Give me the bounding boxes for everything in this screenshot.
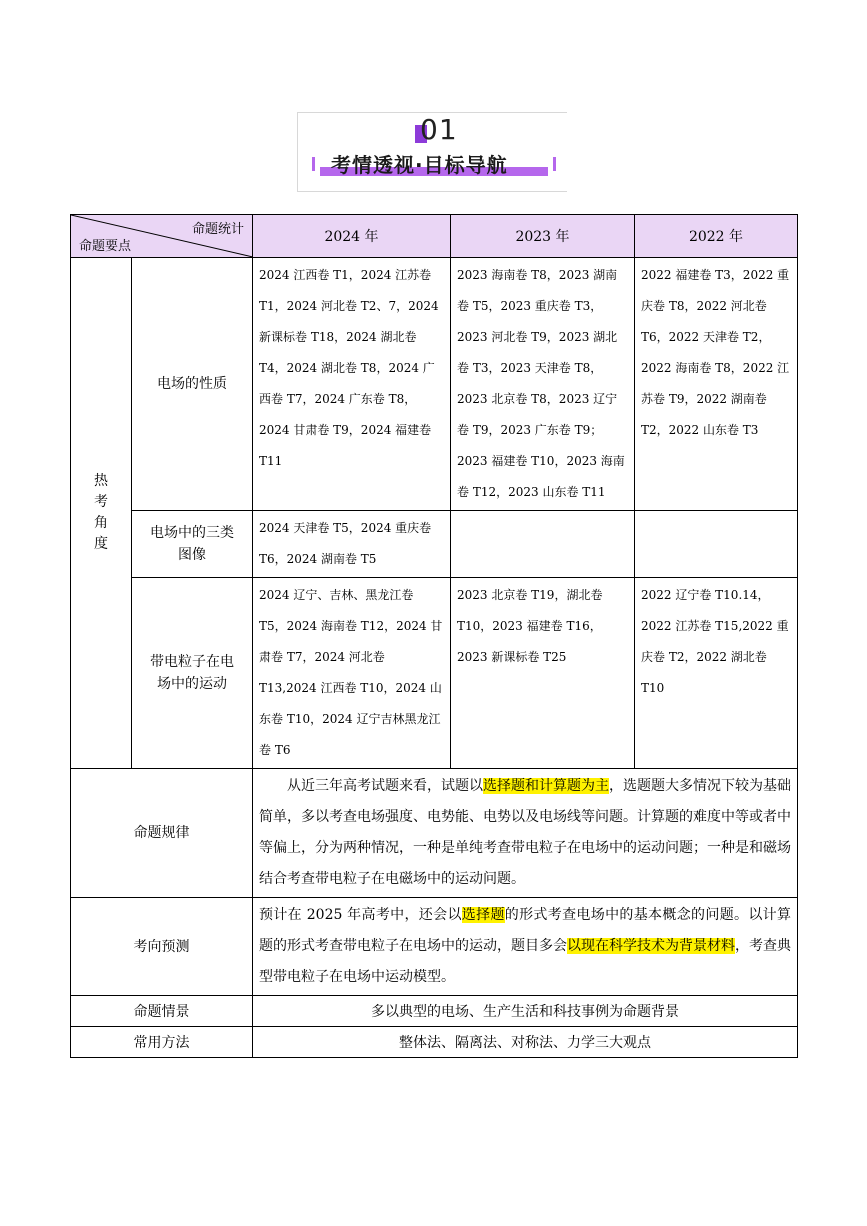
exam-analysis-table — [70, 214, 798, 1058]
table-row — [71, 578, 798, 769]
forecast-text: 预计在 2025 年高考中，还会以选择题的形式考查电场中的基本概念的问题。以计算题的形式考查带电粒子在电场中的运动，题目多会以现在科学技术为背景材料，考查典型带电粒子在电场中运动模型。 — [253, 898, 798, 996]
scenario-value: 多以典型的电场、生产生活和科技事例为命题背景 — [253, 996, 798, 1027]
rule-text: 从近三年高考试题来看，试题以选择题和计算题为主，选题题大多情况下较为基础简单，多以考查电场强度、电势能、电势以及电场线等问题。计算题的难度中等或者中等偏上，分为两种情况，一种是单纯考查带电粒子在电场中的运动问题；一种是和磁场结合考查带电粒子在电磁场中的运动问题。 — [253, 769, 798, 898]
topic-label: 带电粒子在电场中的运动 — [132, 578, 253, 769]
banner-number: 01 — [420, 113, 458, 146]
cell-2024: 2024 天津卷 T5，2024 重庆卷 T6，2024 湖南卷 T5 — [253, 511, 451, 578]
cell-2022 — [635, 511, 798, 578]
highlight: 以现在科学技术为背景材料 — [567, 938, 735, 954]
methods-value: 整体法、隔离法、对称法、力学三大观点 — [253, 1027, 798, 1058]
header-year-2023: 2023 年 — [451, 215, 635, 258]
cell-2023: 2023 海南卷 T8，2023 湖南卷 T5，2023 重庆卷 T3，2023 河北卷 T9，2023 湖北卷 T3，2023 天津卷 T8，2023 北京卷 T8，2023 辽宁卷 T9，2023 广东卷 T9；2023 福建卷 T10，2023 海南卷 T12，2023 山东卷 T11 — [451, 258, 635, 511]
table-row — [71, 1027, 798, 1058]
cell-2022: 2022 福建卷 T3，2022 重庆卷 T8，2022 河北卷 T6，2022 天津卷 T2，2022 海南卷 T8，2022 江苏卷 T9，2022 湖南卷 T2，2022 山东卷 T3 — [635, 258, 798, 511]
cell-2024: 2024 辽宁、吉林、黑龙江卷 T5，2024 海南卷 T12，2024 甘肃卷 T7，2024 河北卷 T13,2024 江西卷 T10，2024 山东卷 T10，2024 辽宁吉林黑龙江卷 T6 — [253, 578, 451, 769]
table-row — [71, 258, 798, 511]
banner-accent-right — [553, 157, 556, 171]
banner-title: 考情透视·目标导航 — [331, 153, 508, 177]
rule-label: 命题规律 — [71, 769, 253, 898]
highlight: 选择题和计算题为主 — [483, 778, 609, 794]
cell-2024: 2024 江西卷 T1，2024 江苏卷 T1，2024 河北卷 T2、7，2024 新课标卷 T18，2024 湖北卷 T4，2024 湖北卷 T8，2024 广西卷 T7，2024 广东卷 T8，2024 甘肃卷 T9，2024 福建卷 T11 — [253, 258, 451, 511]
table-row — [71, 769, 798, 898]
cell-2022: 2022 辽宁卷 T10.14，2022 江苏卷 T15,2022 重庆卷 T2，2022 湖北卷 T10 — [635, 578, 798, 769]
forecast-label: 考向预测 — [71, 898, 253, 996]
hot-angle-label: 热考角度 — [71, 258, 132, 769]
header-year-2024: 2024 年 — [253, 215, 451, 258]
table-row — [71, 898, 798, 996]
header-points-label: 命题要点 — [79, 239, 132, 254]
table-row — [71, 511, 798, 578]
scenario-label: 命题情景 — [71, 996, 253, 1027]
topic-label: 电场中的三类图像 — [132, 511, 253, 578]
section-banner — [297, 112, 567, 192]
header-stats-label: 命题统计 — [191, 222, 244, 237]
topic-label: 电场的性质 — [132, 258, 253, 511]
banner-accent-left — [312, 157, 315, 171]
highlight: 选择题 — [461, 907, 505, 923]
cell-2023 — [451, 511, 635, 578]
cell-2023: 2023 北京卷 T19，湖北卷 T10，2023 福建卷 T16，2023 新课标卷 T25 — [451, 578, 635, 769]
methods-label: 常用方法 — [71, 1027, 253, 1058]
table-diagonal-header — [71, 215, 253, 258]
header-year-2022: 2022 年 — [635, 215, 798, 258]
table-row — [71, 996, 798, 1027]
